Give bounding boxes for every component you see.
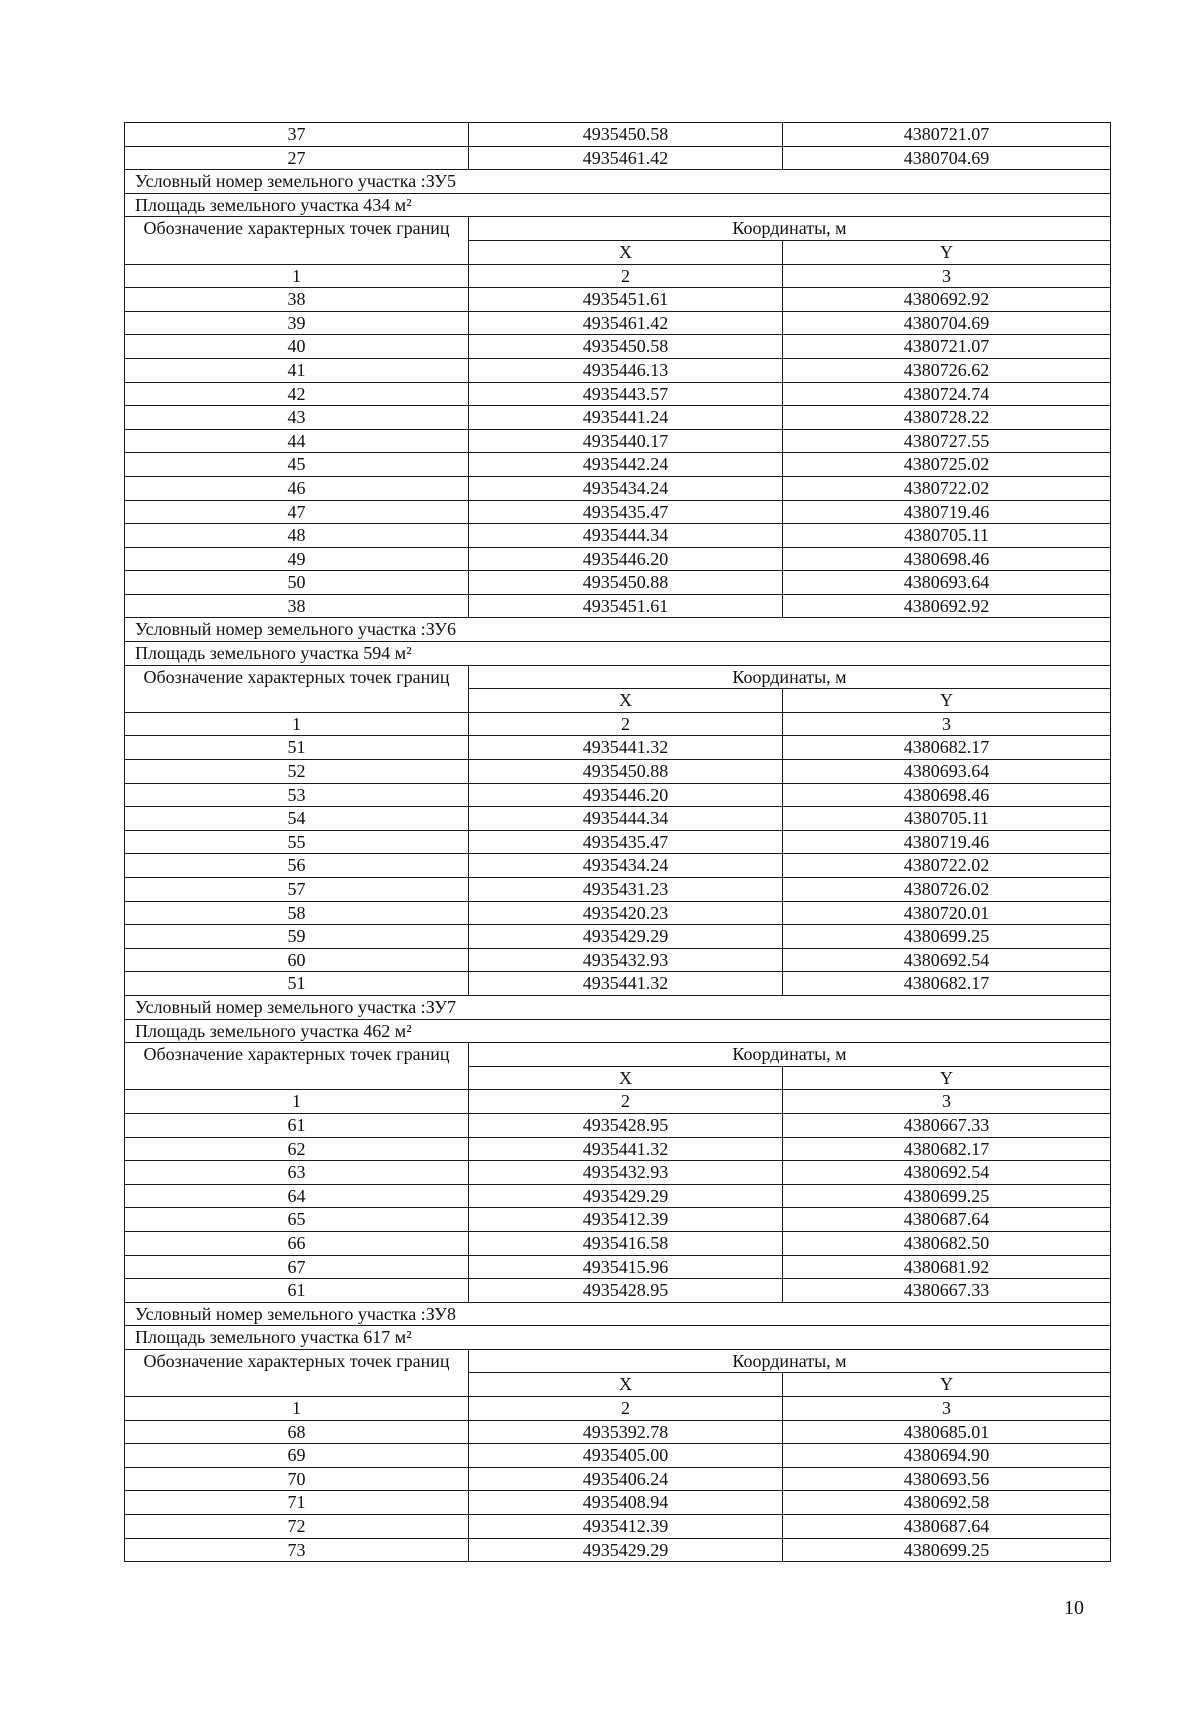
point-number-cell: 43 [125,406,469,430]
header-coordinates-cell: Координаты, м [469,665,1111,689]
table-row [125,972,1111,996]
point-number-cell: 68 [125,1420,469,1444]
x-coordinate-cell: 4935428.95 [469,1279,783,1303]
y-coordinate-cell: 4380687.64 [783,1515,1111,1539]
y-coordinate-cell: 4380720.01 [783,901,1111,925]
plot-conditional-number [125,1302,1111,1326]
table-row [125,736,1111,760]
point-number-cell: 65 [125,1208,469,1232]
point-number-cell: 49 [125,547,469,571]
column-number-1: 1 [125,712,469,736]
table-row [125,830,1111,854]
plot-conditional-number [125,995,1111,1019]
x-coordinate-cell: 4935450.58 [469,123,783,147]
y-coordinate-cell: 4380724.74 [783,382,1111,406]
table-row [125,311,1111,335]
point-number-cell: 51 [125,972,469,996]
point-number-cell: 53 [125,783,469,807]
header-designation-cell: Обозначение характерных точек границ [125,665,469,712]
x-coordinate-cell: 4935461.42 [469,311,783,335]
table-row [125,288,1111,312]
table-row [125,358,1111,382]
point-number-cell: 61 [125,1279,469,1303]
x-coordinate-cell: 4935432.93 [469,948,783,972]
x-coordinate-cell: 4935428.95 [469,1113,783,1137]
y-coordinate-cell: 4380682.50 [783,1231,1111,1255]
point-number-cell: 27 [125,146,469,170]
point-number-cell: 51 [125,736,469,760]
point-number-cell: 70 [125,1467,469,1491]
table-row [125,1420,1111,1444]
y-coordinate-cell: 4380694.90 [783,1444,1111,1468]
plot-area-value: 462 м² [363,1020,412,1041]
y-coordinate-cell: 4380725.02 [783,453,1111,477]
plot-area [125,642,1111,666]
column-number-1: 1 [125,1090,469,1114]
plot-area [125,193,1111,217]
plot-area [125,1326,1111,1350]
table-row [125,1231,1111,1255]
table-row [125,1467,1111,1491]
header-designation-cell: Обозначение характерных точек границ [125,217,469,264]
point-number-cell: 67 [125,1255,469,1279]
plot-conditional-number-cell [125,1302,1111,1326]
table-row [125,1161,1111,1185]
table-row [125,524,1111,548]
plot-conditional-number-value: ЗУ7 [425,996,457,1017]
table-row [125,1279,1111,1303]
table-row [125,476,1111,500]
table-row [125,146,1111,170]
table-header-row [125,1349,1111,1373]
x-coordinate-cell: 4935432.93 [469,1161,783,1185]
column-number-3: 3 [783,1397,1111,1421]
table-row [125,1538,1111,1562]
x-coordinate-cell: 4935434.24 [469,854,783,878]
point-number-cell: 58 [125,901,469,925]
x-coordinate-cell: 4935441.24 [469,406,783,430]
x-coordinate-cell: 4935440.17 [469,429,783,453]
x-coordinate-cell: 4935431.23 [469,878,783,902]
plot-area-label: Площадь земельного участка [135,643,364,664]
y-coordinate-cell: 4380698.46 [783,547,1111,571]
y-coordinate-cell: 4380726.62 [783,358,1111,382]
x-coordinate-cell: 4935415.96 [469,1255,783,1279]
plot-conditional-number-cell [125,995,1111,1019]
header-coordinates-cell: Координаты, м [469,1043,1111,1067]
plot-area-cell [125,1019,1111,1043]
y-coordinate-cell: 4380692.58 [783,1491,1111,1515]
column-number-row [125,264,1111,288]
point-number-cell: 73 [125,1538,469,1562]
y-coordinate-cell: 4380681.92 [783,1255,1111,1279]
x-coordinate-cell: 4935444.34 [469,807,783,831]
table-row [125,500,1111,524]
header-designation-cell: Обозначение характерных точек границ [125,1349,469,1396]
column-number-2: 2 [469,1090,783,1114]
y-coordinate-cell: 4380727.55 [783,429,1111,453]
y-coordinate-cell: 4380693.64 [783,571,1111,595]
y-coordinate-cell: 4380667.33 [783,1279,1111,1303]
point-number-cell: 71 [125,1491,469,1515]
header-x-cell: X [469,1373,783,1397]
x-coordinate-cell: 4935429.29 [469,1538,783,1562]
column-number-2: 2 [469,712,783,736]
table-row [125,807,1111,831]
table-row [125,901,1111,925]
point-number-cell: 52 [125,760,469,784]
point-number-cell: 60 [125,948,469,972]
x-coordinate-cell: 4935441.32 [469,1137,783,1161]
coordinates-table-body [125,123,1111,1562]
x-coordinate-cell: 4935450.58 [469,335,783,359]
plot-conditional-number-label: Условный номер земельного участка : [135,619,426,640]
table-row [125,382,1111,406]
point-number-cell: 66 [125,1231,469,1255]
y-coordinate-cell: 4380704.69 [783,146,1111,170]
column-number-row [125,712,1111,736]
x-coordinate-cell: 4935406.24 [469,1467,783,1491]
point-number-cell: 56 [125,854,469,878]
y-coordinate-cell: 4380704.69 [783,311,1111,335]
x-coordinate-cell: 4935435.47 [469,500,783,524]
table-row [125,1444,1111,1468]
header-coordinates-cell: Координаты, м [469,217,1111,241]
table-header-row [125,1043,1111,1067]
y-coordinate-cell: 4380722.02 [783,476,1111,500]
x-coordinate-cell: 4935408.94 [469,1491,783,1515]
y-coordinate-cell: 4380693.56 [783,1467,1111,1491]
point-number-cell: 41 [125,358,469,382]
point-number-cell: 55 [125,830,469,854]
y-coordinate-cell: 4380699.25 [783,1538,1111,1562]
y-coordinate-cell: 4380692.92 [783,594,1111,618]
plot-area-label: Площадь земельного участка [135,194,364,215]
plot-conditional-number-label: Условный номер земельного участка : [135,1303,426,1324]
column-number-2: 2 [469,1397,783,1421]
x-coordinate-cell: 4935451.61 [469,288,783,312]
table-header-row [125,217,1111,241]
coordinates-table [124,122,1111,1562]
x-coordinate-cell: 4935451.61 [469,594,783,618]
x-coordinate-cell: 4935443.57 [469,382,783,406]
header-x-cell: X [469,1066,783,1090]
x-coordinate-cell: 4935441.32 [469,972,783,996]
table-row [125,1491,1111,1515]
column-number-3: 3 [783,1090,1111,1114]
y-coordinate-cell: 4380693.64 [783,760,1111,784]
table-row [125,854,1111,878]
plot-conditional-number-label: Условный номер земельного участка : [135,996,426,1017]
plot-area-label: Площадь земельного участка [135,1327,364,1348]
x-coordinate-cell: 4935446.13 [469,358,783,382]
header-y-cell: Y [783,240,1111,264]
y-coordinate-cell: 4380705.11 [783,524,1111,548]
x-coordinate-cell: 4935446.20 [469,783,783,807]
y-coordinate-cell: 4380692.54 [783,948,1111,972]
x-coordinate-cell: 4935405.00 [469,1444,783,1468]
point-number-cell: 54 [125,807,469,831]
table-row [125,760,1111,784]
x-coordinate-cell: 4935441.32 [469,736,783,760]
plot-conditional-number [125,170,1111,194]
y-coordinate-cell: 4380667.33 [783,1113,1111,1137]
plot-area-label: Площадь земельного участка [135,1020,364,1041]
plot-area-value: 594 м² [363,643,412,664]
header-y-cell: Y [783,1066,1111,1090]
table-row [125,783,1111,807]
plot-conditional-number-label: Условный номер земельного участка : [135,171,426,192]
x-coordinate-cell: 4935442.24 [469,453,783,477]
point-number-cell: 72 [125,1515,469,1539]
table-row [125,406,1111,430]
y-coordinate-cell: 4380721.07 [783,335,1111,359]
point-number-cell: 62 [125,1137,469,1161]
point-number-cell: 40 [125,335,469,359]
y-coordinate-cell: 4380719.46 [783,830,1111,854]
table-row [125,1113,1111,1137]
x-coordinate-cell: 4935429.29 [469,1184,783,1208]
point-number-cell: 50 [125,571,469,595]
point-number-cell: 63 [125,1161,469,1185]
point-number-cell: 42 [125,382,469,406]
column-number-1: 1 [125,264,469,288]
y-coordinate-cell: 4380728.22 [783,406,1111,430]
table-row [125,878,1111,902]
table-row [125,571,1111,595]
y-coordinate-cell: 4380692.54 [783,1161,1111,1185]
table-row [125,335,1111,359]
x-coordinate-cell: 4935416.58 [469,1231,783,1255]
header-x-cell: X [469,689,783,713]
point-number-cell: 38 [125,594,469,618]
header-y-cell: Y [783,1373,1111,1397]
plot-conditional-number-value: ЗУ6 [425,619,457,640]
point-number-cell: 57 [125,878,469,902]
point-number-cell: 64 [125,1184,469,1208]
plot-area-cell [125,193,1111,217]
y-coordinate-cell: 4380682.17 [783,972,1111,996]
y-coordinate-cell: 4380687.64 [783,1208,1111,1232]
x-coordinate-cell: 4935392.78 [469,1420,783,1444]
plot-conditional-number-value: ЗУ8 [425,1303,457,1324]
point-number-cell: 61 [125,1113,469,1137]
header-x-cell: X [469,240,783,264]
y-coordinate-cell: 4380726.02 [783,878,1111,902]
y-coordinate-cell: 4380682.17 [783,1137,1111,1161]
column-number-2: 2 [469,264,783,288]
column-number-3: 3 [783,264,1111,288]
x-coordinate-cell: 4935446.20 [469,547,783,571]
x-coordinate-cell: 4935435.47 [469,830,783,854]
column-number-row [125,1090,1111,1114]
point-number-cell: 47 [125,500,469,524]
point-number-cell: 46 [125,476,469,500]
x-coordinate-cell: 4935420.23 [469,901,783,925]
plot-conditional-number-cell [125,618,1111,642]
y-coordinate-cell: 4380682.17 [783,736,1111,760]
x-coordinate-cell: 4935461.42 [469,146,783,170]
table-row [125,453,1111,477]
table-row [125,429,1111,453]
column-number-3: 3 [783,712,1111,736]
header-y-cell: Y [783,689,1111,713]
table-row [125,1255,1111,1279]
table-row [125,123,1111,147]
y-coordinate-cell: 4380699.25 [783,925,1111,949]
x-coordinate-cell: 4935450.88 [469,571,783,595]
point-number-cell: 45 [125,453,469,477]
plot-area-value: 617 м² [363,1327,412,1348]
y-coordinate-cell: 4380705.11 [783,807,1111,831]
header-coordinates-cell: Координаты, м [469,1349,1111,1373]
plot-area [125,1019,1111,1043]
table-row [125,1184,1111,1208]
plot-area-cell [125,1326,1111,1350]
x-coordinate-cell: 4935412.39 [469,1515,783,1539]
plot-area-value: 434 м² [363,194,412,215]
table-row [125,948,1111,972]
header-designation-cell: Обозначение характерных точек границ [125,1043,469,1090]
page-number: 10 [1064,1597,1084,1619]
point-number-cell: 59 [125,925,469,949]
table-row [125,594,1111,618]
table-row [125,1137,1111,1161]
column-number-row [125,1397,1111,1421]
y-coordinate-cell: 4380721.07 [783,123,1111,147]
table-row [125,1208,1111,1232]
column-number-1: 1 [125,1397,469,1421]
table-row [125,547,1111,571]
point-number-cell: 39 [125,311,469,335]
x-coordinate-cell: 4935434.24 [469,476,783,500]
y-coordinate-cell: 4380698.46 [783,783,1111,807]
table-row [125,1515,1111,1539]
x-coordinate-cell: 4935444.34 [469,524,783,548]
point-number-cell: 44 [125,429,469,453]
plot-conditional-number-value: ЗУ5 [425,171,457,192]
y-coordinate-cell: 4380685.01 [783,1420,1111,1444]
plot-conditional-number-cell [125,170,1111,194]
x-coordinate-cell: 4935429.29 [469,925,783,949]
point-number-cell: 48 [125,524,469,548]
plot-area-cell [125,642,1111,666]
x-coordinate-cell: 4935450.88 [469,760,783,784]
point-number-cell: 38 [125,288,469,312]
y-coordinate-cell: 4380719.46 [783,500,1111,524]
table-header-row [125,665,1111,689]
table-row [125,925,1111,949]
plot-conditional-number [125,618,1111,642]
y-coordinate-cell: 4380722.02 [783,854,1111,878]
y-coordinate-cell: 4380692.92 [783,288,1111,312]
y-coordinate-cell: 4380699.25 [783,1184,1111,1208]
point-number-cell: 69 [125,1444,469,1468]
x-coordinate-cell: 4935412.39 [469,1208,783,1232]
point-number-cell: 37 [125,123,469,147]
